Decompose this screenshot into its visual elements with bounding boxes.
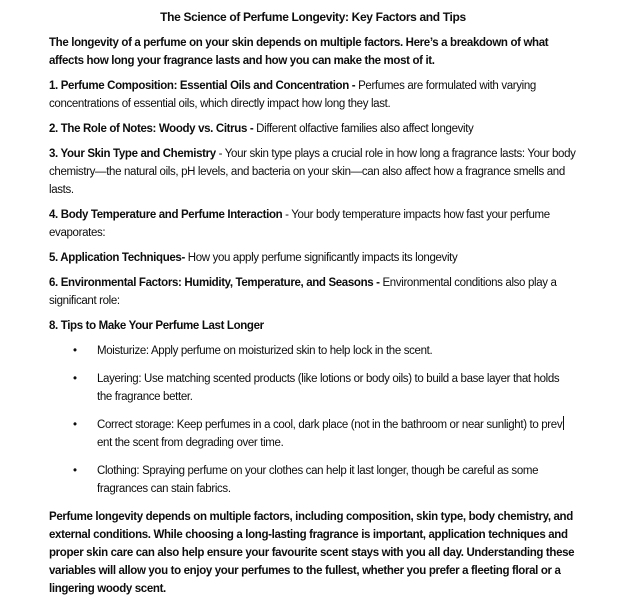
section-paragraph-4[interactable] — [49, 206, 577, 242]
text-cursor-caret — [563, 416, 565, 430]
section-heading-5: 5. Application Techniques- — [49, 252, 185, 264]
section-body-5: How you apply perfume significantly impacts its longevity — [184, 252, 458, 264]
list-item-moisturize[interactable]: • Moisturize: Apply perfume on moisturized skin to help lock in the scent. — [49, 342, 577, 360]
section-body-4: - Your body temperature impacts how fast your perfume evaporates: — [49, 209, 550, 239]
section-heading-3: 3. Your Skin Type and Chemistry — [49, 148, 216, 160]
section-heading-1: 1. Perfume Composition: Essential Oils and Concentration - — [49, 80, 356, 92]
tips-list — [49, 342, 577, 498]
section-paragraph-5[interactable] — [49, 249, 577, 267]
list-item-storage-text-after: ent the scent from degrading over time. — [97, 437, 284, 449]
section-heading-4: 4. Body Temperature and Perfume Interaction — [49, 209, 283, 221]
section-heading-6: 6. Environmental Factors: Humidity, Temperature, and Seasons - — [49, 277, 380, 289]
list-item-storage[interactable] — [49, 416, 577, 452]
list-item-storage-text-before: Correct storage: Keep perfumes in a cool, dark place (not in the bathroom or near sunlight) to prev — [97, 419, 563, 431]
section-body-2: Different olfactive families also affect longevity — [253, 123, 474, 135]
list-item-layering[interactable]: • Layering: Use matching scented products (like lotions or body oils) to build a base layer that holds the fragrance better. — [49, 370, 577, 406]
document-title[interactable]: The Science of Perfume Longevity: Key Factors and Tips — [160, 10, 466, 24]
conclusion-paragraph[interactable]: Perfume longevity depends on multiple factors, including composition, skin type, body chemistry, and external conditions. While choosing a long-lasting fragrance is important, application techniques and proper skin care can also help ensure your favourite scent stays with you all day. Understanding these variables will allow you to enjoy your perfumes to the fullest, whether you prefer a fleeting floral or a lingering woody scent. — [49, 511, 575, 595]
intro-paragraph[interactable]: The longevity of a perfume on your skin depends on multiple factors. Here’s a breakdown of what affects how long your fragrance lasts and how you can make the most of it. — [49, 37, 549, 67]
section-body-1: Perfumes are formulated with varying concentrations of essential oils, which directly impact how long they last. — [49, 80, 536, 110]
section-paragraph-3[interactable] — [49, 145, 577, 199]
section-paragraph-1[interactable] — [49, 77, 577, 113]
tips-heading[interactable]: 8. Tips to Make Your Perfume Last Longer — [49, 320, 264, 332]
section-heading-2: 2. The Role of Notes: Woody vs. Citrus - — [49, 123, 254, 135]
section-paragraph-6[interactable] — [49, 274, 577, 310]
section-paragraph-2[interactable] — [49, 120, 577, 138]
section-body-6: Environmental conditions also play a significant role: — [49, 277, 557, 307]
list-item-clothing[interactable]: • Clothing: Spraying perfume on your clothes can help it last longer, though be careful as some fragrances can stain fabrics. — [49, 462, 577, 498]
section-body-3: - Your skin type plays a crucial role in how long a fragrance lasts: Your body chemistry—the natural oils, pH levels, and bacteria on your skin—can also affect how a fragrance smells and lasts. — [49, 148, 576, 196]
